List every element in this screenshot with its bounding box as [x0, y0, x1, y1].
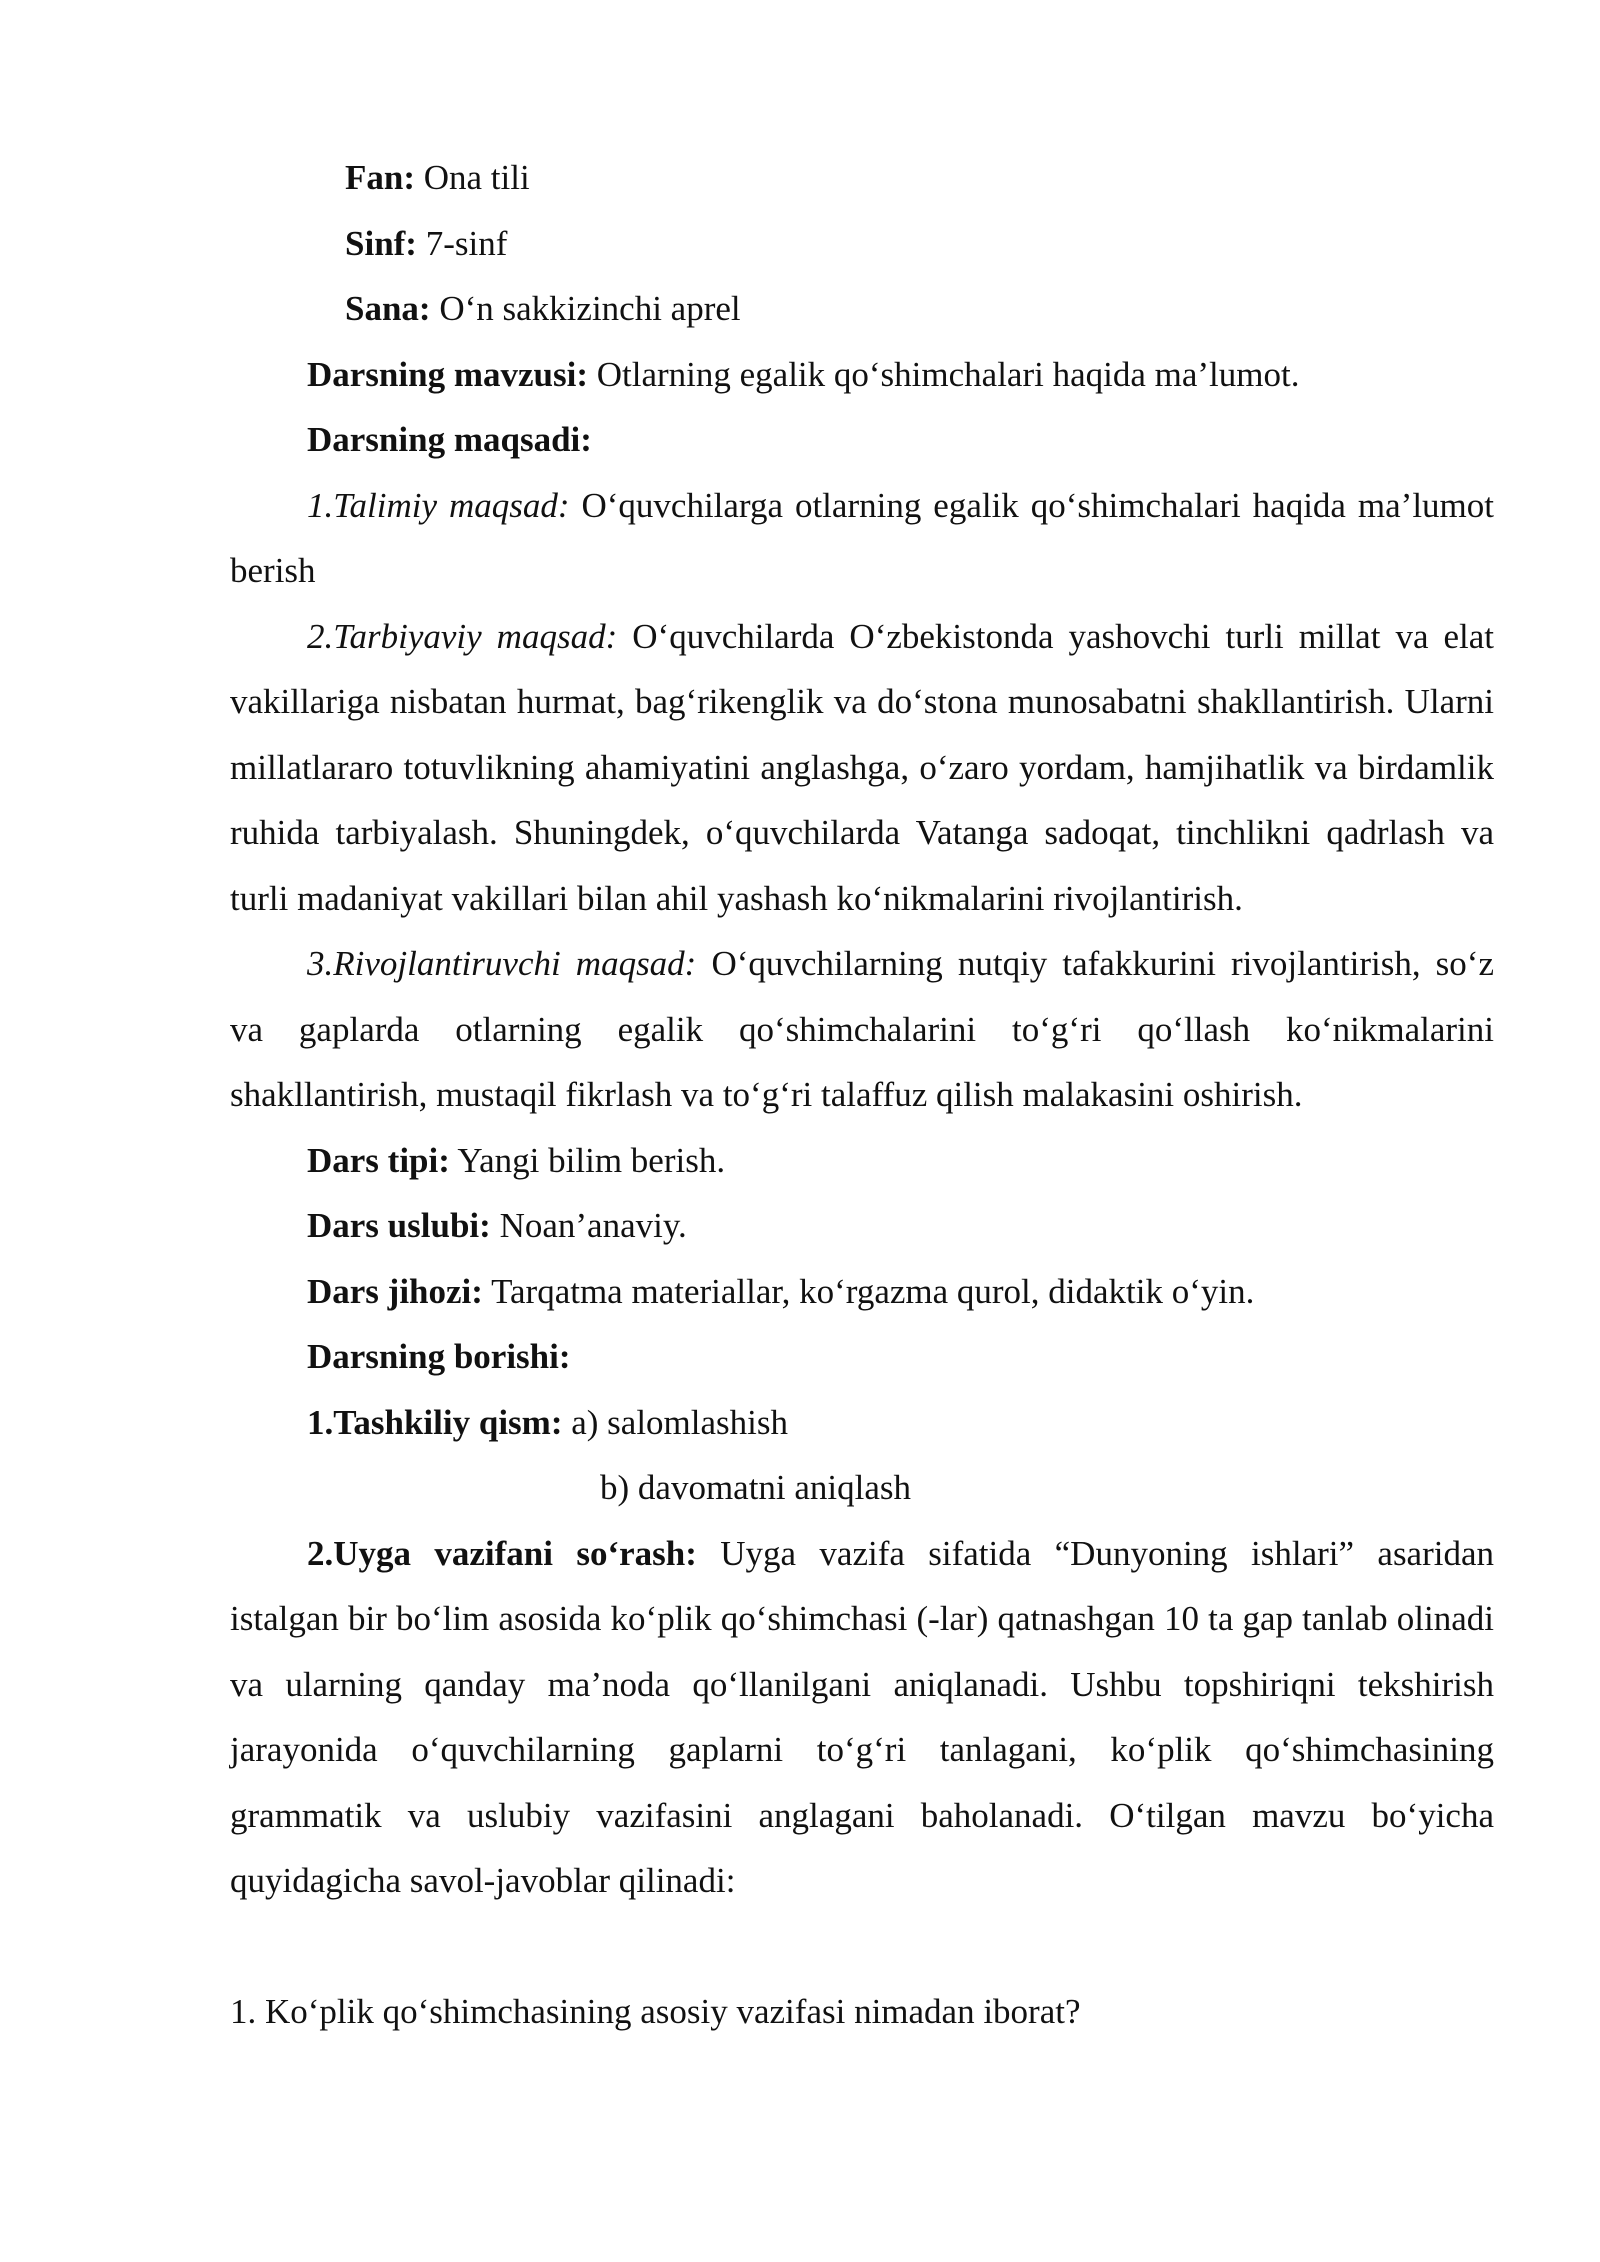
dars-jihozi-value: Tarqatma materiallar, ko‘rgazma qurol, didaktik o‘yin. — [491, 1271, 1255, 1311]
fan-label: Fan: — [345, 158, 415, 197]
sinf-label: Sinf: — [345, 223, 417, 263]
goal-text: O‘quvchilarning nutqiy tafakkurini rivojlantirish, so‘z va gaplarda otlarning egalik qo‘shimchalarini to‘g‘ri qo‘llash ko‘nikmalarini shakllantirish, mustaqil fikrlash va to‘g‘ri talaffuz qilish malakasini oshirish. — [230, 944, 1494, 1114]
tashkiliy-label: 1.Tashkiliy qism: — [307, 1402, 563, 1442]
spacer — [230, 1914, 1494, 1979]
mavzu-label: Darsning mavzusi: — [307, 354, 588, 394]
goal-label: 3.Rivojlantiruvchi maqsad: — [307, 944, 697, 983]
goal-tarbiyaviy — [230, 604, 1494, 932]
dars-tipi-line — [230, 1128, 1494, 1194]
uyga-vazifa-label: 2.Uyga vazifani so‘rash: — [307, 1533, 697, 1573]
uyga-vazifa-paragraph — [230, 1521, 1494, 1914]
dars-tipi-value: Yangi bilim berish. — [457, 1140, 726, 1180]
dars-tipi-label: Dars tipi: — [307, 1140, 450, 1180]
tashkiliy-line — [230, 1390, 1494, 1456]
sana-line — [230, 276, 1494, 342]
mavzu-line — [230, 342, 1494, 408]
goal-talimiy — [230, 473, 1494, 604]
dars-uslubi-label: Dars uslubi: — [307, 1206, 491, 1245]
mavzu-value: Otlarning egalik qo‘shimchalari haqida ma’lumot. — [596, 354, 1300, 394]
goal-label: 1.Talimiy maqsad: — [307, 485, 570, 525]
document-page — [230, 145, 1494, 2044]
tashkiliy-item-b: b) davomatni aniqlash — [600, 1468, 912, 1507]
tashkiliy-item-b-line — [230, 1455, 1494, 1521]
dars-uslubi-value: Noan’anaviy. — [499, 1206, 687, 1245]
maqsad-heading: Darsning maqsadi: — [307, 420, 592, 459]
dars-jihozi-label: Dars jihozi: — [307, 1271, 483, 1311]
uyga-vazifa-text: Uyga vazifa sifatida “Dunyoning ishlari” asaridan istalgan bir bo‘lim asosida ko‘plik qo‘shimchasi (-lar) qatnashgan 10 ta gap tanlab olinadi va ularning qanday ma’noda qo‘llanilgani aniqlanadi. Ushbu topshiriqni tekshirish jarayonida o‘quvchilarning gaplarni to‘g‘ri tanlagani, ko‘plik qo‘shimchasining grammatik va uslubiy vazifasini anglagani baholanadi. O‘tilgan mavzu bo‘yicha quyidagicha savol-javoblar qilinadi: — [230, 1533, 1495, 1900]
borishi-heading: Darsning borishi: — [307, 1337, 571, 1376]
goal-rivojlantiruvchi — [230, 931, 1494, 1128]
goal-text: O‘quvchilarga otlarning egalik qo‘shimchalari haqida ma’lumot berish — [230, 485, 1495, 590]
dars-jihozi-line — [230, 1259, 1494, 1325]
dars-uslubi-line — [230, 1193, 1494, 1259]
sinf-line — [230, 211, 1494, 277]
goal-label: 2.Tarbiyaviy maqsad: — [307, 616, 618, 656]
sinf-value: 7-sinf — [425, 223, 508, 263]
sana-value: O‘n sakkizinchi aprel — [439, 289, 741, 328]
tashkiliy-item-a: a) salomlashish — [571, 1402, 789, 1442]
goal-text: O‘quvchilarda O‘zbekistonda yashovchi turli millat va elat vakillariga nisbatan hurmat, bag‘rikenglik va do‘stona munosabatni shakllantirish. Ularni millatlararo totuvlikning ahamiyatini anglashga, o‘zaro yordam, hamjihatlik va birdamlik ruhida tarbiyalash. Shuningdek, o‘quvchilarda Vatanga sadoqat, tinchlikni qadrlash va turli madaniyat vakillari bilan ahil yashash ko‘nikmalarini rivojlantirish. — [230, 616, 1495, 918]
question-1: 1. Ko‘plik qo‘shimchasining asosiy vazifasi nimadan iborat? — [230, 1991, 1081, 2031]
fan-line — [230, 145, 1494, 211]
fan-value: Ona tili — [423, 158, 530, 197]
sana-label: Sana: — [345, 289, 431, 328]
